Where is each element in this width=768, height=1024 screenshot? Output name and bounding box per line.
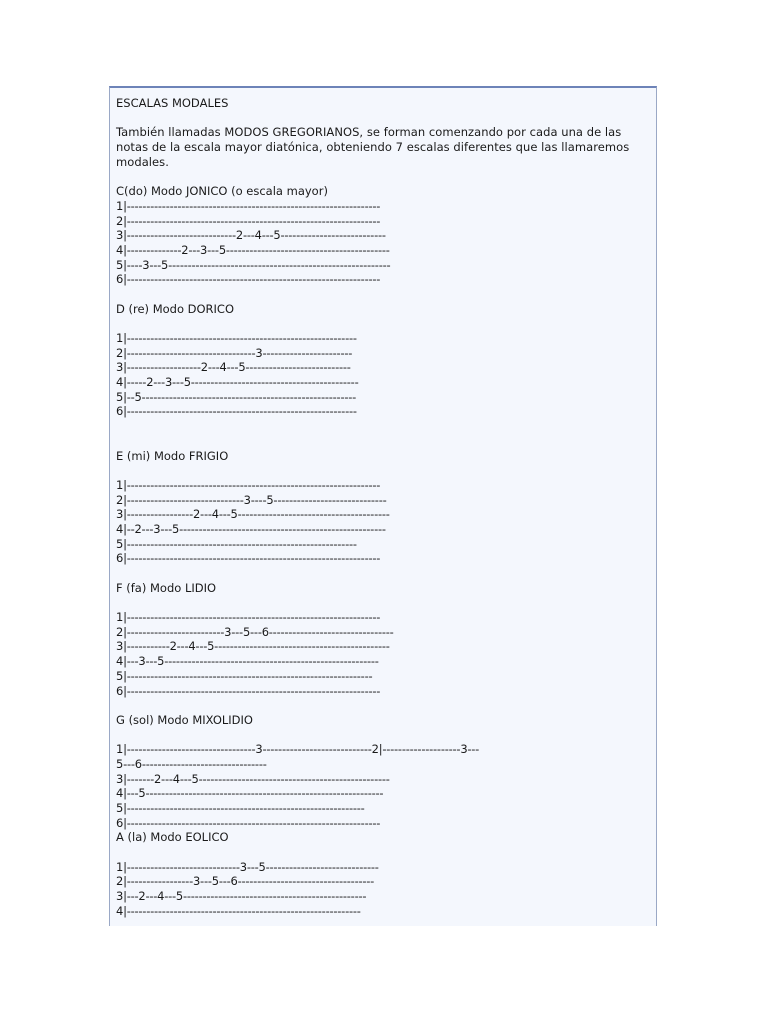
tab-line: 6|-----------------------------------------------------------------: [116, 551, 381, 566]
tab-line: 3|-------2---4---5-------------------------------------------------: [116, 771, 390, 786]
tab-line: 5---6--------------------------------: [116, 756, 267, 771]
mode-heading-lidio: F (fa) Modo LIDIO: [116, 580, 217, 595]
spacer: [116, 419, 652, 434]
spacer: [116, 595, 652, 610]
tab-line: 6|-----------------------------------------------------------------: [116, 683, 381, 698]
tab-line: 1|-----------------------------------------------------------------: [116, 610, 381, 625]
tab-line: 4|--------------2---3---5------------------------------------------: [116, 242, 390, 257]
tab-line: 2|-----------------------------------------------------------------: [116, 213, 381, 228]
tab-line: 4|--2---3---5-----------------------------------------------------: [116, 521, 386, 536]
mode-heading-dorico: D (re) Modo DORICO: [116, 301, 235, 316]
tab-line: 4|---3---5-------------------------------------------------------: [116, 654, 379, 669]
tab-line: 1|-----------------------------3---5-----------------------------: [116, 859, 379, 874]
tab-line: 4|-----2---3---5-------------------------------------------: [116, 375, 359, 390]
tab-line: 5|-----------------------------------------------------------: [116, 536, 357, 551]
tab-line: 1|-----------------------------------------------------------: [116, 331, 357, 346]
spacer: [116, 698, 652, 713]
tab-line: 3|-------------------2---4---5---------------------------: [116, 360, 351, 375]
intro-paragraph: También llamadas MODOS GREGORIANOS, se forman comenzando por cada una de las notas de la escala mayor diatónica, obteniendo 7 escalas diferentes que las llamaremos modales.: [116, 125, 630, 169]
tab-line: 6|-----------------------------------------------------------------: [116, 272, 381, 287]
tab-line: 3|-----------2---4---5---------------------------------------------: [116, 639, 390, 654]
spacer: [116, 111, 652, 126]
page-title: ESCALAS MODALES: [116, 96, 229, 110]
spacer: [116, 434, 652, 449]
spacer: [116, 566, 652, 581]
spacer: [116, 169, 652, 184]
mode-heading-frigio: E (mi) Modo FRIGIO: [116, 448, 229, 463]
mode-heading-eolico: A (la) Modo EOLICO: [116, 830, 229, 845]
document-content: [116, 96, 652, 919]
tab-line: 5|---------------------------------------------------------------: [116, 668, 373, 683]
tab-line: 2|------------------------------3----5-----------------------------: [116, 492, 387, 507]
tab-line: 5|----3---5---------------------------------------------------------: [116, 257, 391, 272]
spacer: [116, 728, 652, 743]
mode-heading-mixolidio: G (sol) Modo MIXOLIDIO: [116, 712, 253, 727]
tab-line: 1|-----------------------------------------------------------------: [116, 477, 381, 492]
spacer: [116, 316, 652, 331]
tab-line: 3|---2---4---5-----------------------------------------------: [116, 889, 367, 904]
tab-line: 6|-----------------------------------------------------------: [116, 404, 357, 419]
tab-line: 4|------------------------------------------------------------: [116, 903, 361, 918]
mode-heading-jonico: C(do) Modo JONICO (o escala mayor): [116, 184, 328, 199]
tab-line: 5|-------------------------------------------------------------: [116, 801, 365, 816]
tab-line: 1|---------------------------------3----------------------------2|--------------------3---: [116, 742, 480, 757]
tab-line: 2|-----------------3---5---6-----------------------------------: [116, 874, 375, 889]
tab-line: 6|-----------------------------------------------------------------: [116, 815, 381, 830]
document-panel: [109, 86, 657, 926]
tab-line: 5|--5-------------------------------------------------------: [116, 389, 357, 404]
tab-line: 2|---------------------------------3-----------------------: [116, 345, 353, 360]
tab-line: 2|-------------------------3---5---6--------------------------------: [116, 624, 394, 639]
spacer: [116, 287, 652, 302]
spacer: [116, 463, 652, 478]
tab-line: 3|-----------------2---4---5---------------------------------------: [116, 507, 390, 522]
tab-line: 3|----------------------------2---4---5---------------------------: [116, 228, 386, 243]
tab-line: 1|-----------------------------------------------------------------: [116, 198, 381, 213]
tab-line: 4|---5-------------------------------------------------------------: [116, 786, 384, 801]
spacer: [116, 845, 652, 860]
